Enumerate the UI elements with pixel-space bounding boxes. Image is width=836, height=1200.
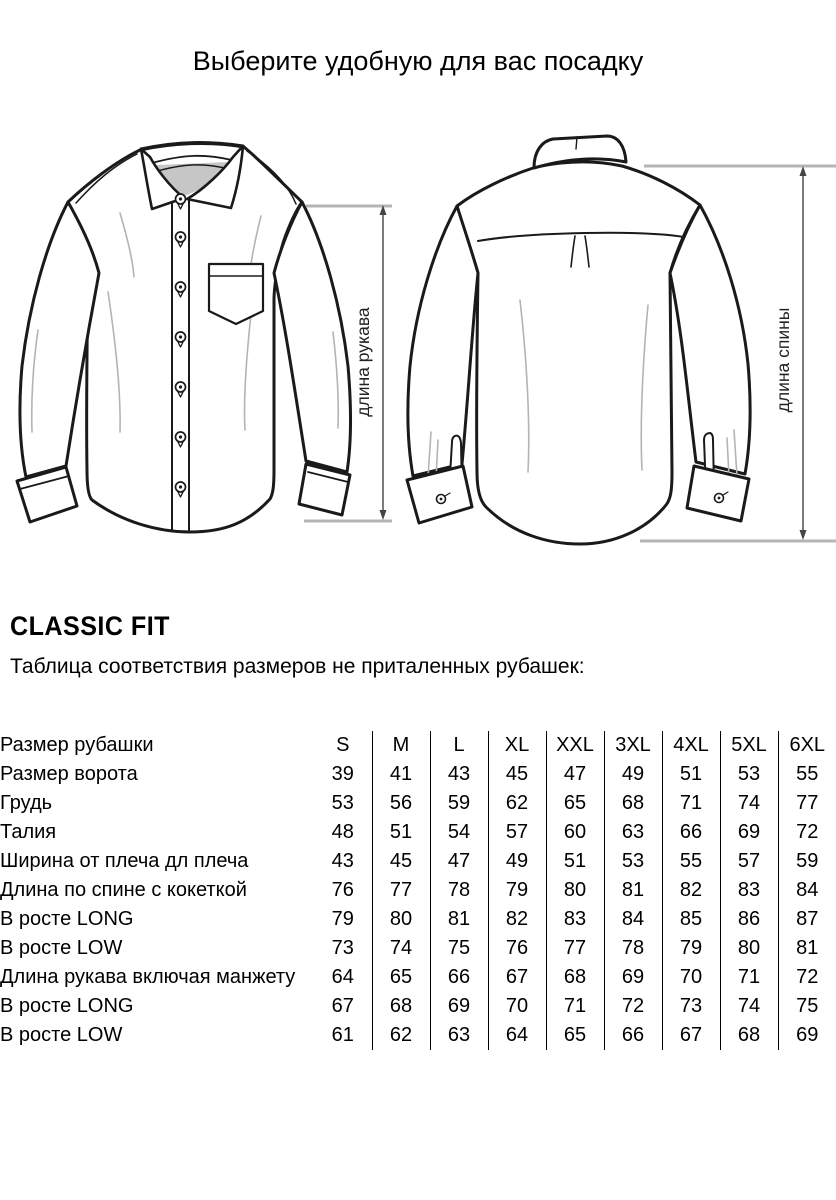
size-cell: 77 bbox=[778, 789, 836, 818]
size-cell: 84 bbox=[778, 876, 836, 905]
size-cell: 66 bbox=[662, 818, 720, 847]
size-cell: 68 bbox=[372, 992, 430, 1021]
size-cell: 84 bbox=[604, 905, 662, 934]
size-cell: 75 bbox=[778, 992, 836, 1021]
size-cell: 81 bbox=[604, 876, 662, 905]
size-cell: 47 bbox=[430, 847, 488, 876]
size-cell: 80 bbox=[720, 934, 778, 963]
size-cell: 75 bbox=[430, 934, 488, 963]
size-table bbox=[0, 731, 836, 1050]
size-cell: 67 bbox=[488, 963, 546, 992]
size-cell: 81 bbox=[430, 905, 488, 934]
front-shirt-drawing bbox=[17, 143, 351, 532]
size-cell: 87 bbox=[778, 905, 836, 934]
size-cell: 63 bbox=[430, 1021, 488, 1050]
size-cell: 53 bbox=[720, 760, 778, 789]
size-cell: 57 bbox=[720, 847, 778, 876]
size-cell: 66 bbox=[604, 1021, 662, 1050]
size-cell: 70 bbox=[488, 992, 546, 1021]
table-row bbox=[0, 963, 836, 992]
size-cell: 77 bbox=[372, 876, 430, 905]
row-label: В росте LOW bbox=[0, 1024, 123, 1046]
size-cell: 47 bbox=[546, 760, 604, 789]
size-cell: 82 bbox=[488, 905, 546, 934]
size-cell: 78 bbox=[604, 934, 662, 963]
size-cell: 63 bbox=[604, 818, 662, 847]
arrow-down-icon bbox=[800, 530, 807, 540]
size-cell: 79 bbox=[662, 934, 720, 963]
size-cell: 86 bbox=[720, 905, 778, 934]
size-cell: 74 bbox=[720, 789, 778, 818]
back-shirt-drawing bbox=[407, 136, 750, 544]
table-row bbox=[0, 789, 836, 818]
size-cell: 85 bbox=[662, 905, 720, 934]
row-label: Длина рукава включая манжету bbox=[0, 966, 296, 988]
size-cell: 41 bbox=[372, 760, 430, 789]
size-cell: 81 bbox=[778, 934, 836, 963]
size-cell: 59 bbox=[430, 789, 488, 818]
table-row bbox=[0, 847, 836, 876]
size-cell: M bbox=[372, 731, 430, 760]
size-cell: 67 bbox=[662, 1021, 720, 1050]
size-cell: 45 bbox=[372, 847, 430, 876]
size-cell: 65 bbox=[372, 963, 430, 992]
size-table-body bbox=[0, 731, 836, 1050]
row-label: Длина по спине с кокеткой bbox=[0, 879, 247, 901]
table-row bbox=[0, 992, 836, 1021]
size-cell: L bbox=[430, 731, 488, 760]
size-cell: 49 bbox=[604, 760, 662, 789]
size-cell: 68 bbox=[720, 1021, 778, 1050]
row-label: В росте LONG bbox=[0, 995, 134, 1017]
size-cell: 80 bbox=[372, 905, 430, 934]
size-cell: 77 bbox=[546, 934, 604, 963]
size-cell: 69 bbox=[604, 963, 662, 992]
size-cell: 55 bbox=[778, 760, 836, 789]
size-cell: S bbox=[336, 734, 350, 756]
size-cell: 6XL bbox=[778, 731, 836, 760]
table-row bbox=[0, 731, 836, 760]
size-cell: 71 bbox=[546, 992, 604, 1021]
size-cell: 59 bbox=[778, 847, 836, 876]
size-cell: 65 bbox=[546, 789, 604, 818]
size-cell: 65 bbox=[546, 1021, 604, 1050]
size-cell: 43 bbox=[430, 760, 488, 789]
size-cell: 69 bbox=[430, 992, 488, 1021]
size-cell: 43 bbox=[331, 850, 354, 872]
size-cell: 74 bbox=[720, 992, 778, 1021]
sleeve-length-label: длина рукава bbox=[353, 307, 373, 417]
page-title: Выберите удобную для вас посадку bbox=[192, 46, 644, 76]
section-heading: CLASSIC FIT bbox=[10, 611, 170, 641]
size-cell: 49 bbox=[488, 847, 546, 876]
table-row bbox=[0, 876, 836, 905]
size-cell: 73 bbox=[331, 937, 354, 959]
size-cell: 73 bbox=[662, 992, 720, 1021]
size-cell: 51 bbox=[662, 760, 720, 789]
row-label: Размер рубашки bbox=[0, 734, 154, 756]
size-cell: 79 bbox=[331, 908, 354, 930]
size-cell: 48 bbox=[331, 821, 354, 843]
size-cell: 72 bbox=[778, 963, 836, 992]
row-label: Размер ворота bbox=[0, 763, 138, 785]
table-row bbox=[0, 1021, 836, 1050]
size-cell: 55 bbox=[662, 847, 720, 876]
size-cell: 5XL bbox=[720, 731, 778, 760]
table-row bbox=[0, 934, 836, 963]
size-cell: 71 bbox=[720, 963, 778, 992]
row-label: В росте LOW bbox=[0, 937, 123, 959]
size-cell: XXL bbox=[546, 731, 604, 760]
back-length-label: длина спины bbox=[773, 307, 793, 413]
size-cell: 4XL bbox=[662, 731, 720, 760]
table-row bbox=[0, 905, 836, 934]
size-cell: 57 bbox=[488, 818, 546, 847]
size-cell: 64 bbox=[331, 966, 354, 988]
size-cell: 83 bbox=[720, 876, 778, 905]
size-cell: 61 bbox=[331, 1024, 354, 1046]
table-row bbox=[0, 818, 836, 847]
size-cell: 66 bbox=[430, 963, 488, 992]
size-cell: 72 bbox=[778, 818, 836, 847]
size-cell: 3XL bbox=[604, 731, 662, 760]
size-cell: 69 bbox=[778, 1021, 836, 1050]
size-cell: 39 bbox=[331, 763, 354, 785]
size-cell: 53 bbox=[604, 847, 662, 876]
size-cell: 80 bbox=[546, 876, 604, 905]
size-cell: 53 bbox=[331, 792, 354, 814]
size-cell: 64 bbox=[488, 1021, 546, 1050]
row-label: Талия bbox=[0, 821, 57, 843]
size-cell: 60 bbox=[546, 818, 604, 847]
row-label: Ширина от плеча дл плеча bbox=[0, 850, 249, 872]
size-cell: 54 bbox=[430, 818, 488, 847]
size-cell: 68 bbox=[604, 789, 662, 818]
size-cell: 70 bbox=[662, 963, 720, 992]
row-label: В росте LONG bbox=[0, 908, 134, 930]
section-subheading: Таблица соответствия размеров не приталенных рубашек: bbox=[10, 655, 585, 678]
row-label: Грудь bbox=[0, 792, 53, 814]
arrow-down-icon bbox=[380, 510, 387, 520]
size-cell: 72 bbox=[604, 992, 662, 1021]
size-cell: 51 bbox=[372, 818, 430, 847]
size-cell: 76 bbox=[331, 879, 354, 901]
size-cell: 83 bbox=[546, 905, 604, 934]
size-cell: 56 bbox=[372, 789, 430, 818]
size-cell: 78 bbox=[430, 876, 488, 905]
size-cell: 68 bbox=[546, 963, 604, 992]
size-cell: 79 bbox=[488, 876, 546, 905]
size-cell: 67 bbox=[331, 995, 354, 1017]
size-cell: 45 bbox=[488, 760, 546, 789]
size-cell: XL bbox=[488, 731, 546, 760]
table-row bbox=[0, 760, 836, 789]
size-cell: 74 bbox=[372, 934, 430, 963]
size-cell: 69 bbox=[720, 818, 778, 847]
size-cell: 62 bbox=[488, 789, 546, 818]
size-cell: 82 bbox=[662, 876, 720, 905]
size-cell: 62 bbox=[372, 1021, 430, 1050]
size-cell: 51 bbox=[546, 847, 604, 876]
size-cell: 71 bbox=[662, 789, 720, 818]
size-cell: 76 bbox=[488, 934, 546, 963]
